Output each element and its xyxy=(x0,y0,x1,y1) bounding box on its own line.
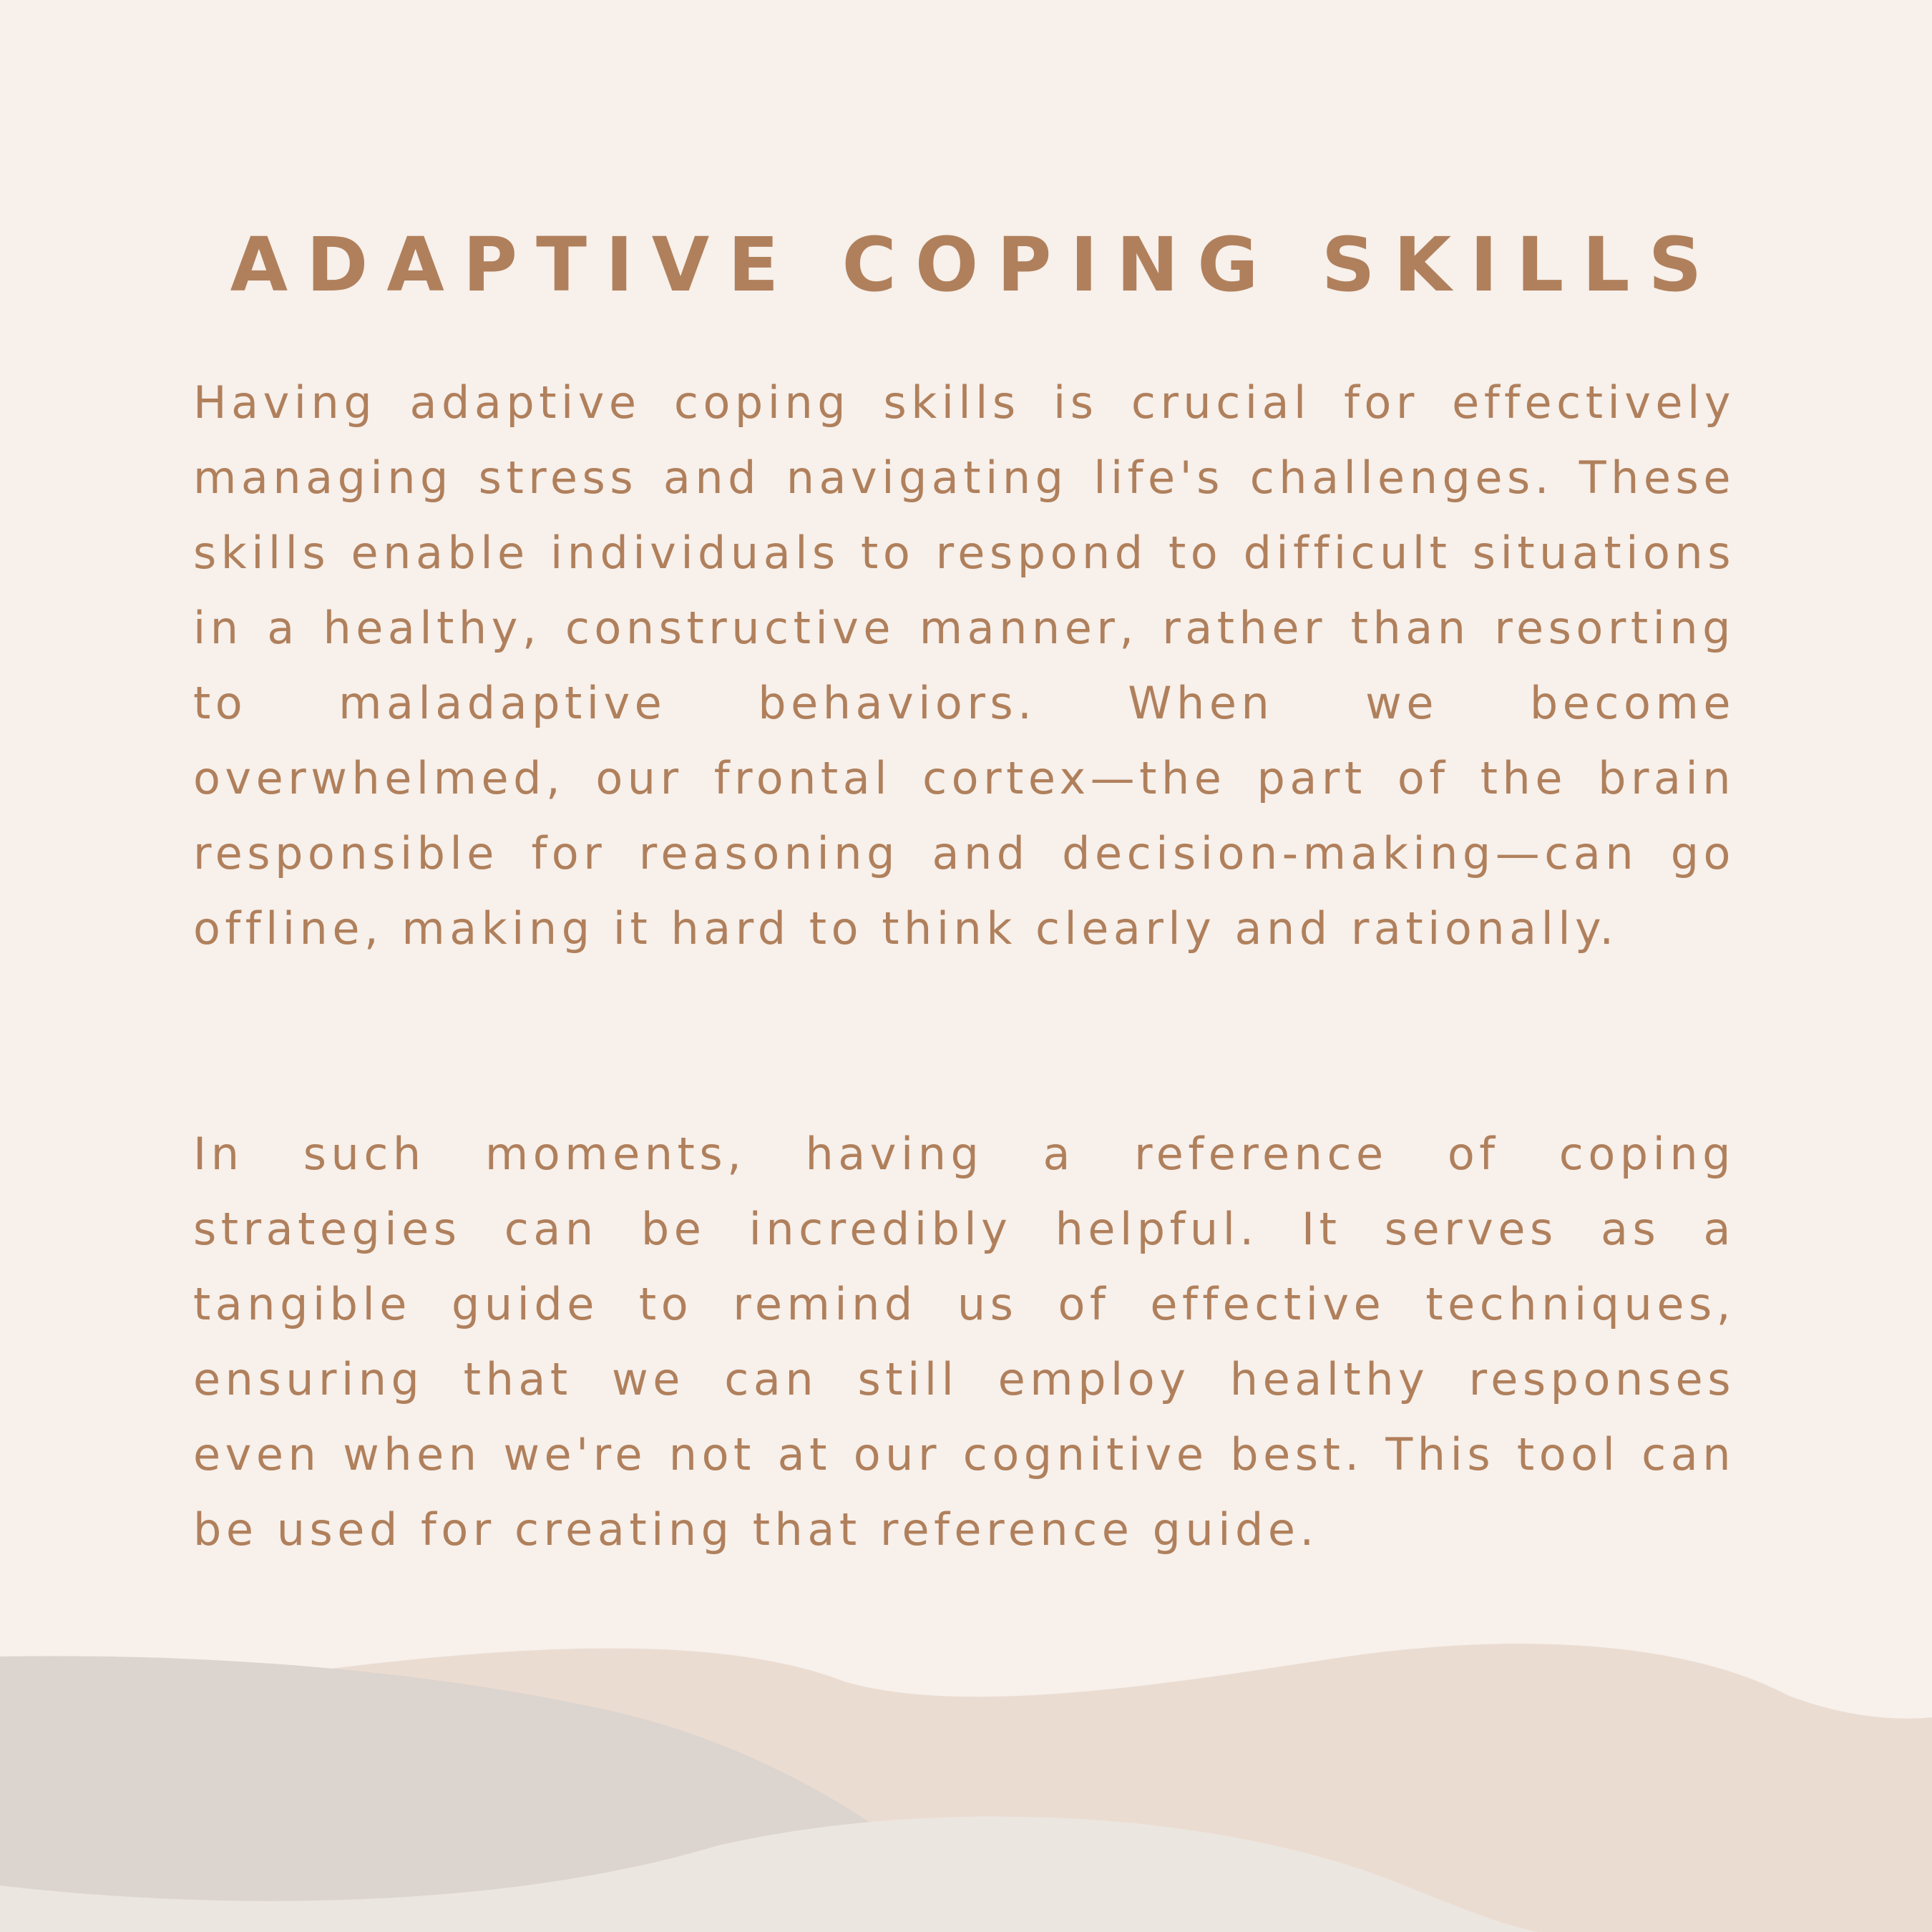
decorative-waves xyxy=(0,1610,1932,1932)
page-title: ADAPTIVE COPING SKILLS xyxy=(230,221,1721,308)
intro-paragraph: Having adaptive coping skills is crucial for effectively managing stress and navigating life's challenges. These skills enable individuals to respond to difficult situations in a healthy, constructive manner, rather than resorting to maladaptive behaviors. When we become overwhelmed, our frontal cortex—the part of the brain responsible for reasoning and decision-making—can go offline, making it hard to think clearly and rationally. xyxy=(193,376,1735,955)
reference-paragraph: In such moments, having a reference of coping strategies can be incredibly helpful. It serves as a tangible guide to remind us of effective techniques, ensuring that we can still employ healthy responses even when we're not at our cognitive best. This tool can be used for creating that reference guide. xyxy=(193,1128,1735,1556)
